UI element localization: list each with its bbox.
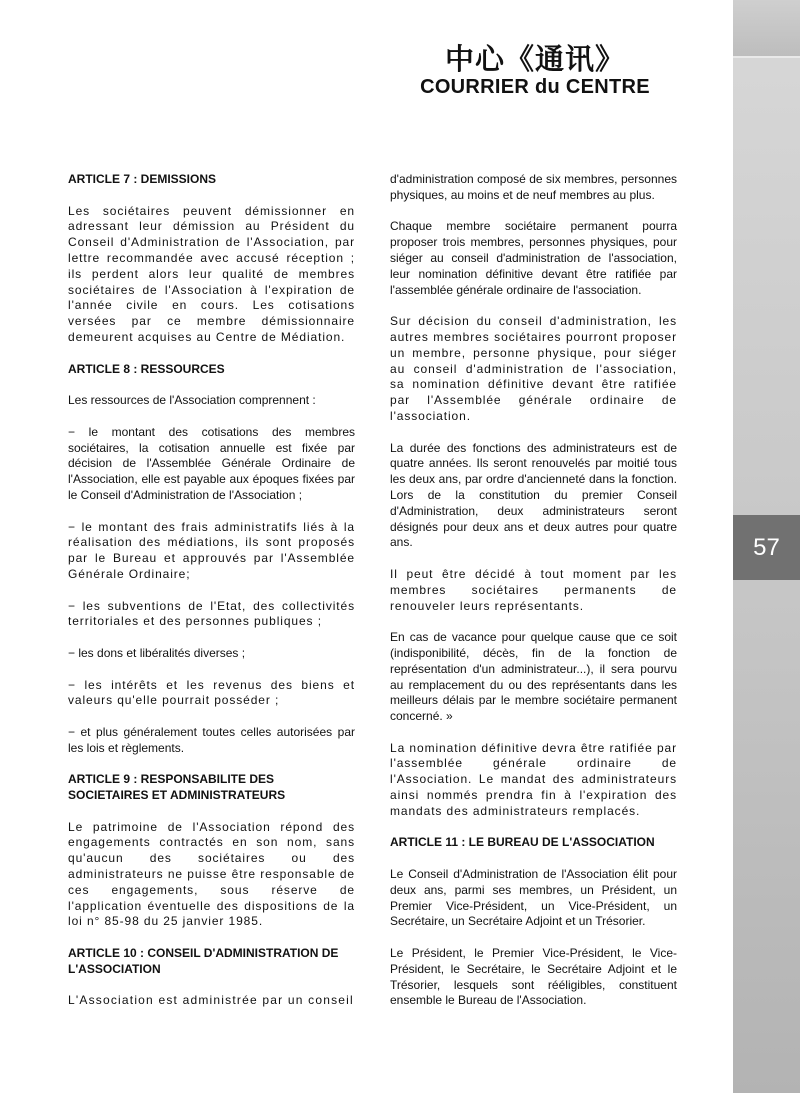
header-title-chinese: 中心《通讯》 [444,42,625,76]
article-8-item-2: − le montant des frais administratifs liés à la réalisation des médiations, ils sont proposés par le Bureau et approuvés par l'Assemblée Générale Ordinaire; [68,519,355,581]
article-10-paragraph-3: Sur décision du conseil d'administration, les autres membres sociétaires pourront proposer un membre, personne physique, pour siéger au conseil d'administration de l'association, sa nomination définitive devant être ratifiée par l'Assemblée générale ordinaire de l'association. [390,314,677,423]
article-11-title: ARTICLE 11 : LE BUREAU DE L'ASSOCIATION [390,835,655,850]
page-header [390,42,680,98]
article-10-paragraph-2: Chaque membre sociétaire permanent pourra proposer trois membres, personnes physiques, pour siéger au conseil d'administration de l'association, leur nomination définitive devant être ratifiée par l'assemblée générale ordinaire de l'association. [390,219,677,297]
article-9-paragraph: Le patrimoine de l'Association répond des engagements contractés en son nom, sans qu'aucun des sociétaires ou des administrateurs ne puisse être responsable de ces engagements, sous réserve de l'application éventuelle des dispositions de la loi n° 85-98 du 25 janvier 1985. [68,819,355,929]
article-10-paragraph-6: En cas de vacance pour quelque cause que ce soit (indisponibilité, décès, fin de la fonction de représentation d'un administrateur...), il sera pourvu au remplacement du ou des représentants dans les meilleurs délais par le membre sociétaire permanent concerné. » [390,630,677,724]
right-column [390,172,677,1025]
article-8-item-6: − et plus généralement toutes celles autorisées par les lois et règlements. [68,724,355,755]
article-7-paragraph: Les sociétaires peuvent démissionner en adressant leur démission au Président du Conseil d'Administration de l'Association, par lettre recommandée avec accusé réception ; ils perdent alors leur qualité de membres sociétaires de l'Association à l'expiration de l'année civile en cours. Les cotisations versées par ce membre démissionnaire demeurent acquises au Centre de Médiation. [68,203,355,344]
article-8-item-3: − les subventions de l'Etat, des collectivités territoriales et des personnes publiques ; [68,598,355,629]
article-10-paragraph-end: d'administration composé de six membres, personnes physiques, au moins et de neuf membres au plus. [390,172,677,202]
page-number: 57 [733,515,800,580]
article-7-title: ARTICLE 7 : DEMISSIONS [68,172,217,186]
article-8-item-4: − les dons et libéralités diverses ; [68,645,246,660]
article-8-intro: Les ressources de l'Association comprennent : [68,393,316,408]
article-10-paragraph-4: La durée des fonctions des administrateurs est de quatre années. Ils seront renouvelés par moitié tous les deux ans, par ordre d'ancienneté dans la fonction. Lors de la constitution du premier Conseil d'Administration, deux administrateurs seront désignés pour deux ans et deux autres pour quatre ans. [390,440,677,550]
article-10-paragraph-5: Il peut être décidé à tout moment par les membres sociétaires permanents de renouveler leurs représentants. [390,566,677,613]
article-11-paragraph-2: Le Président, le Premier Vice-Président, le Vice-Président, le Secrétaire, le Secrétaire Adjoint et le Trésorier, lesquels sont rééligibles, constituent ensemble le Bureau de l'Association. [390,946,677,1008]
article-10-title: ARTICLE 10 : CONSEIL D'ADMINISTRATION DE L'ASSOCIATION [68,946,339,976]
article-8-item-1: − le montant des cotisations des membres sociétaires, la cotisation annuelle est fixée par décision de l'Assemblée Générale Ordinaire de l'Association, elle est payable aux époques fixées par le Conseil d'Administration de l'Association ; [68,424,355,502]
side-tab-strip-top [733,0,800,58]
left-column [68,172,355,1025]
article-10-paragraph-7: La nomination définitive devra être ratifiée par l'assemblée générale ordinaire de l'Association. Le mandat des administrateurs ainsi nommés prendra fin à l'expiration des mandats des administrateurs remplacés. [390,740,677,818]
article-10-paragraph-start: L'Association est administrée par un conseil [68,993,354,1008]
article-11-paragraph-1: Le Conseil d'Administration de l'Association élit pour deux ans, parmi ses membres, un Président, un Premier Vice-Président, un Vice-Président, un Secrétaire, un Secrétaire Adjoint et un Trésorier. [390,867,677,929]
article-9-title: ARTICLE 9 : RESPONSABILITE DES SOCIETAIRES ET ADMINISTRATEURS [68,772,286,803]
article-8-title: ARTICLE 8 : RESSOURCES [68,361,225,376]
article-8-item-5: − les intérêts et les revenus des biens et valeurs qu'elle pourrait posséder ; [68,677,355,708]
header-title-french: COURRIER du CENTRE [420,76,650,98]
